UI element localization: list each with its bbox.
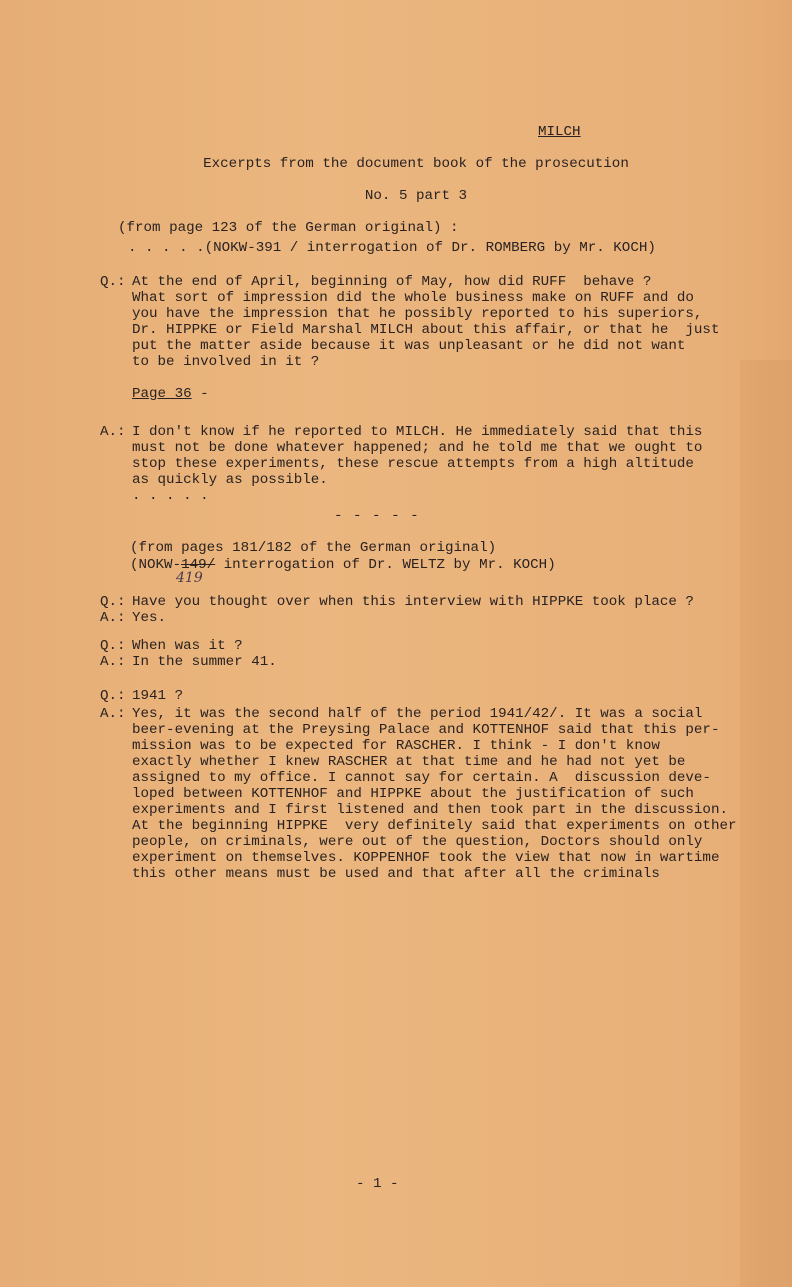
answer-text: In the summer 41. — [132, 654, 277, 670]
answer-text: Yes. — [132, 610, 167, 626]
reference-prefix: (NOKW- — [130, 557, 182, 573]
text-line: must not be done whatever happened; and he told me that we ought to — [132, 440, 703, 456]
text-line: as quickly as possible. — [132, 472, 328, 488]
text-line: put the matter aside because it was unpleasant or he did not want — [132, 338, 686, 354]
text-line: people, on criminals, were out of the question, Doctors should only — [132, 834, 703, 850]
text-line: loped between KOTTENHOF and HIPPKE about the justification of such — [132, 786, 694, 802]
question-label: Q.: — [100, 688, 126, 704]
question-text: 1941 ? — [132, 688, 184, 704]
answer-text — [132, 706, 737, 882]
text-line: I don't know if he reported to MILCH. He immediately said that this — [132, 424, 703, 440]
ellipsis: . . . . . — [132, 488, 209, 504]
section-separator: - - - - - — [334, 508, 420, 524]
text-line: exactly whether I knew RASCHER at that time and he had not yet be — [132, 754, 686, 770]
text-line: experiments and I first listened and then took part in the discussion. — [132, 802, 728, 818]
document-title: Excerpts from the document book of the prosecution — [203, 156, 629, 172]
document-label: MILCH — [538, 124, 581, 140]
question-label: Q.: — [100, 638, 126, 654]
struck-reference: 149/ — [181, 557, 216, 573]
document-subtitle: No. 5 part 3 — [364, 188, 468, 204]
question-text: When was it ? — [132, 638, 243, 654]
text-line: assigned to my office. I cannot say for certain. A discussion deve- — [132, 770, 711, 786]
text-line: experiment on themselves. KOPPENHOF took the view that now in wartime — [132, 850, 720, 866]
source-line-1: (from page 123 of the German original) : — [118, 220, 459, 236]
handwritten-correction: 419 — [176, 570, 203, 586]
text-line: Dr. HIPPKE or Field Marshal MILCH about this affair, or that he just — [132, 322, 720, 338]
reference-line-1: . . . . .(NOKW-391 / interrogation of Dr. ROMBERG by Mr. KOCH) — [128, 240, 656, 256]
text-line: this other means must be used and that after all the criminals — [132, 866, 660, 882]
page-marker-suffix: - — [191, 386, 209, 402]
reference-rest: interrogation of Dr. WELTZ by Mr. KOCH) — [215, 557, 556, 573]
question-text: Have you thought over when this interview with HIPPKE took place ? — [132, 594, 694, 610]
text-line: Yes, it was the second half of the period 1941/42/. It was a social — [132, 706, 703, 722]
text-line: At the end of April, beginning of May, how did RUFF behave ? — [132, 274, 652, 290]
source-line-2: (from pages 181/182 of the German original) — [130, 540, 497, 556]
text-line: mission was to be expected for RASCHER. I think - I don't know — [132, 738, 660, 754]
page-number: - 1 - — [356, 1176, 399, 1192]
page-marker-text: Page 36 — [132, 386, 192, 402]
answer-label: A.: — [100, 706, 126, 722]
text-line: stop these experiments, these rescue attempts from a high altitude — [132, 456, 694, 472]
question-label: Q.: — [100, 274, 126, 290]
text-line: you have the impression that he possibly reported to his superiors, — [132, 306, 703, 322]
page-marker — [132, 386, 209, 402]
question-text — [132, 274, 719, 370]
text-line: beer-evening at the Preysing Palace and KOTTENHOF said that this per- — [132, 722, 720, 738]
text-line: What sort of impression did the whole business make on RUFF and do — [132, 290, 694, 306]
answer-text — [132, 424, 702, 504]
text-line: At the beginning HIPPKE very definitely said that experiments on other — [132, 818, 737, 834]
answer-label: A.: — [100, 610, 126, 626]
question-label: Q.: — [100, 594, 126, 610]
answer-label: A.: — [100, 424, 126, 440]
text-line: to be involved in it ? — [132, 354, 320, 370]
answer-label: A.: — [100, 654, 126, 670]
